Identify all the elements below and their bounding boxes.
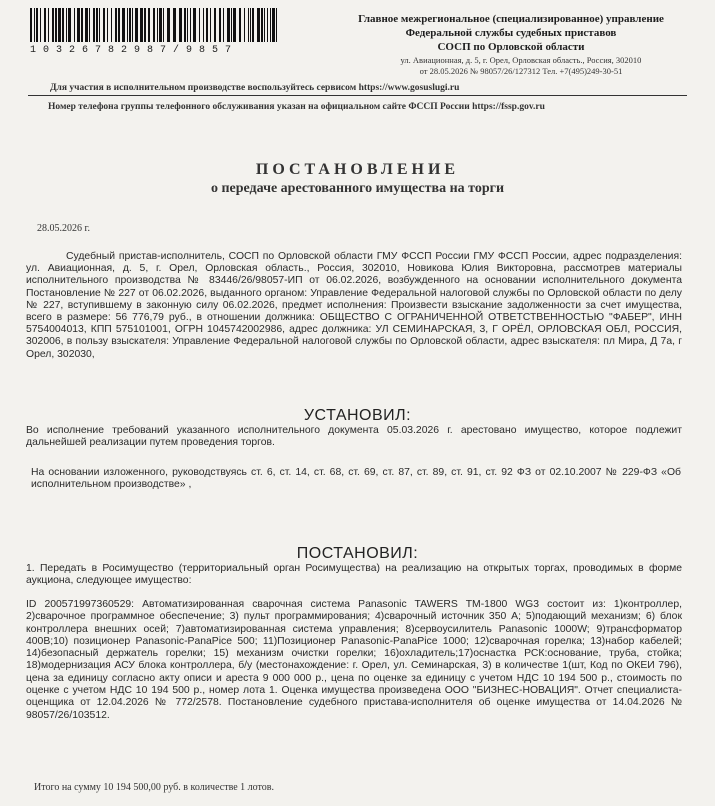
barcode-bar xyxy=(99,8,100,42)
barcode-bar xyxy=(111,8,112,42)
barcode-bar xyxy=(261,8,263,42)
barcode-bar xyxy=(96,8,98,42)
established-paragraph: Во исполнение требований указанного исполнительного документа 05.03.2026 г. арестовано имущество, которое подлежит дальнейшей реализации путем проведения торгов. xyxy=(26,425,682,449)
basis-paragraph: На основании изложенного, руководствуясь ст. 6, ст. 14, ст. 68, ст. 69, ст. 87, ст. 89, ст. 91, ст. 92 ФЗ от 02.10.2007 № 229-ФЗ «Об исполнительном производстве» , xyxy=(31,467,681,491)
barcode-bar xyxy=(55,8,57,42)
barcode-bar xyxy=(81,8,83,42)
barcode-bar xyxy=(89,8,90,42)
barcode-bar xyxy=(173,8,176,42)
barcode-bar xyxy=(248,8,249,42)
barcode-block xyxy=(30,8,280,56)
barcode-bar xyxy=(231,8,232,42)
barcode-bar xyxy=(199,8,200,42)
barcode-bar xyxy=(272,8,275,42)
barcode-bar xyxy=(210,8,211,42)
barcode-bar xyxy=(66,8,67,42)
barcode-bar xyxy=(187,8,188,42)
barcode-bar xyxy=(36,8,38,42)
barcode-bar xyxy=(30,8,32,42)
barcode-bar xyxy=(190,8,191,42)
barcode-number: 10326782987/9857 xyxy=(30,45,239,56)
barcode-bar xyxy=(157,8,158,42)
barcode-bar xyxy=(58,8,61,42)
resolved-heading: ПОСТАНОВИЛ: xyxy=(296,545,419,562)
barcode-bar xyxy=(132,8,133,42)
barcode-bar xyxy=(135,8,138,42)
barcode-bar xyxy=(233,8,236,42)
barcode-bar xyxy=(148,8,150,42)
barcode-bar xyxy=(153,8,155,42)
issuing-organization xyxy=(331,12,691,54)
barcode-bar xyxy=(203,8,204,42)
barcode-bar xyxy=(223,8,224,42)
barcode-bar xyxy=(167,8,170,42)
barcode-bar xyxy=(85,8,88,42)
barcode-bar xyxy=(118,8,120,42)
barcode-bar xyxy=(257,8,260,42)
address-line: ул. Авиационная, д. 5, г. Орел, Орловская область., Россия, 302010 xyxy=(400,55,642,65)
barcode-bar xyxy=(227,8,230,42)
barcode-bar xyxy=(48,8,49,42)
barcode-bar xyxy=(250,8,251,42)
org-line: СОСП по Орловской области xyxy=(437,41,585,53)
barcode-bar xyxy=(244,8,245,42)
barcode-bar xyxy=(127,8,128,42)
barcode-bar xyxy=(68,8,71,42)
barcode-bar xyxy=(219,8,221,42)
header-divider xyxy=(28,95,687,96)
document-date: 28.05.2026 г. xyxy=(37,223,90,234)
barcode-bar xyxy=(144,8,146,42)
barcode-bar xyxy=(74,8,75,42)
barcode-bar xyxy=(40,8,41,42)
barcode-bar xyxy=(267,8,268,42)
barcode-bar xyxy=(62,8,64,42)
barcode-bar xyxy=(159,8,162,42)
barcode-bar xyxy=(129,8,131,42)
barcode-bar xyxy=(52,8,54,42)
barcode-bar xyxy=(252,8,254,42)
document-title: ПОСТАНОВЛЕНИЕ xyxy=(255,161,460,178)
address-line: от 28.05.2026 № 98057/26/127312 Тел. +7(495)249-30-51 xyxy=(419,66,623,76)
barcode-image xyxy=(30,8,280,42)
established-heading: УСТАНОВИЛ: xyxy=(303,407,412,424)
barcode-bar xyxy=(276,8,277,42)
barcode-bar xyxy=(34,8,35,42)
barcode-bar xyxy=(103,8,105,42)
barcode-bar xyxy=(264,8,265,42)
resolution-item-1: 1. Передать в Росимущество (территориальный орган Росимущества) на реализацию на открытых торгах, проводимых в форме аукциона, следующее имущество: xyxy=(26,563,682,587)
property-description: ID 200571997360529: Автоматизированная сварочная система Panasonic TAWERS TM-1800 WG3 состоит из: 1)контроллер, 2)сварочное программное обеспечение; 3) пульт программирования; 4)сварочный источник 350 A; 5)подающий механизм; 6) блок контроллера внешних осей; 7)автоматизированная система управления; 8)сервоусилитель Panasonic 1000W; 9)трансформатор 400В;10) позиционер Panasonic-PanaPice 500; 11)Позиционер Panasonic-PanaPice 1000; 12)сварочная горелка; 13)набор кабелей; 14)безопасный держатель горелки; 15) механизм очистки горелки; 16)охладитель;17)оснастка РСК:основание, труба, стойка; 18)модернизация АСУ блока контроллера, б/у (местонахождение: г. Орел, ул. Семинарская, 3) в количестве 1(шт, Код по ОКЕИ 796), цена за единицу согласно акту описи и ареста 9 000 000 р., цена по оценке за единицу с учетом НДС 10 194 500 р., стоимость по оценке с учетом НДС 10 194 500 р., номер лота 1. Оценка имущества произведена ООО "БИЗНЕС-НОВАЦИЯ". Отчет специалиста-оценщика от 12.04.2026 № 772/2578. Постановление судебного пристава-исполнителя об оценке имущества от 14.04.2026 № 98057/26/103512. xyxy=(26,599,682,721)
barcode-bar xyxy=(122,8,125,42)
organization-address xyxy=(351,55,691,77)
barcode-bar xyxy=(77,8,80,42)
total-sum: Итого на сумму 10 194 500,00 руб. в количестве 1 лотов. xyxy=(34,782,274,793)
barcode-bar xyxy=(93,8,95,42)
phone-notice: Номер телефона группы телефонного обслуживания указан на официальном сайте ФССП России https://fssp.gov.ru xyxy=(48,102,545,112)
barcode-bar xyxy=(44,8,46,42)
barcode-bar xyxy=(270,8,271,42)
barcode-bar xyxy=(179,8,182,42)
barcode-bar xyxy=(140,8,143,42)
barcode-bar xyxy=(107,8,108,42)
org-line: Федеральной службы судебных приставов xyxy=(405,27,617,39)
document-subtitle: о передаче арестованного имущества на торги xyxy=(210,181,505,196)
gosuslugi-notice: Для участия в исполнительном производстве воспользуйтесь сервисом https://www.gosuslugi.ru xyxy=(50,83,460,93)
barcode-bar xyxy=(239,8,241,42)
intro-paragraph: Судебный пристав-исполнитель, СОСП по Орловской области ГМУ ФССП России ГМУ ФССП России, адрес подразделения: ул. Авиационная, д. 5, г. Орел, Орловская область., Россия, 302010, Новикова Юлия Викторовна, рассмотрев материалы исполнительного производства № 83446/26/98057-ИП от 06.02.2026, возбужденного на основании исполнительного документа Постановление № 227 от 06.02.2026, выданного органом: Управление Федеральной налоговой службы по Орловской области по делу № 227, вступившему в законную силу 06.02.2026, предмет исполнения: Произвести взыскание задолженности за счет имущества, всего в размере: 56 776,79 руб., в отношении должника: ОБЩЕСТВО С ОГРАНИЧЕННОЙ ОТВЕТСТВЕННОСТЬЮ "ФАБЕР", ИНН 5754004013, КПП 575101001, ОГРН 1045742002986, адрес должника: УЛ СЕМИНАРСКАЯ, 3, Г ОРЁЛ, ОРЛОВСКАЯ ОБЛ, РОССИЯ, 302006, в пользу взыскателя: Управление Федеральной налоговой службы по Орловской области, адрес взыскателя: пл Мира, Д 7а, г Орел, 302030, xyxy=(26,251,682,360)
barcode-bar xyxy=(184,8,186,42)
barcode-bar xyxy=(206,8,208,42)
barcode-bar xyxy=(115,8,117,42)
barcode-bar xyxy=(163,8,164,42)
barcode-bar xyxy=(214,8,216,42)
barcode-bar xyxy=(193,8,196,42)
org-line: Главное межрегиональное (специализированное) управление xyxy=(358,13,664,25)
